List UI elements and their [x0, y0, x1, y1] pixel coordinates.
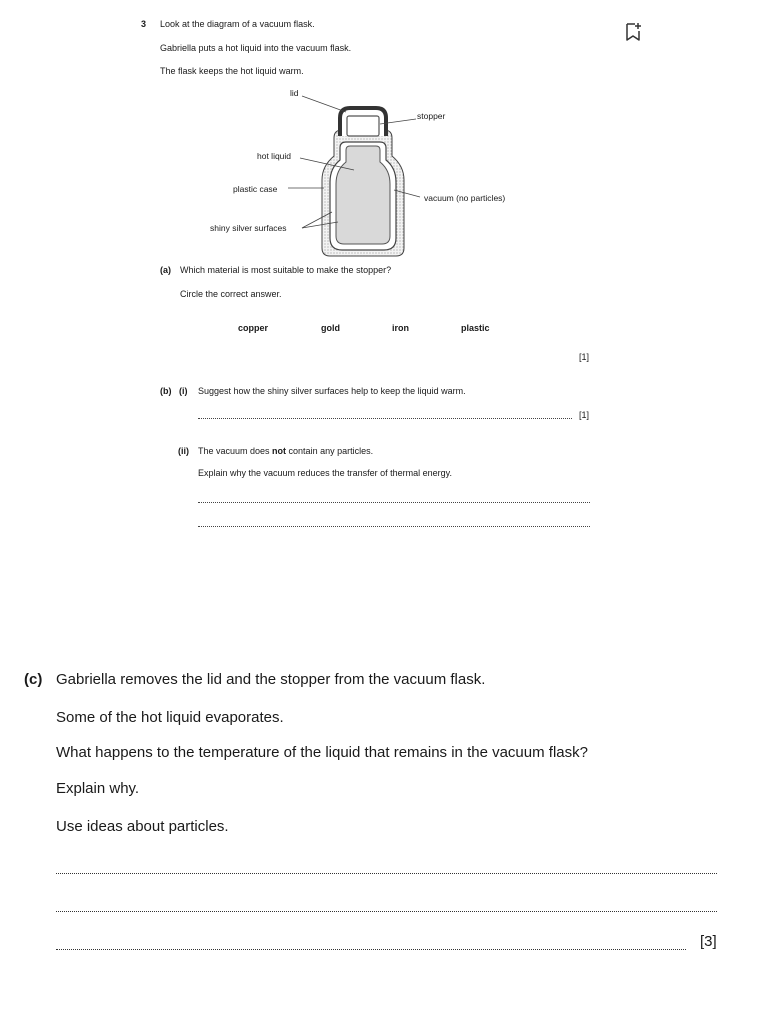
option-gold[interactable]: gold — [321, 323, 340, 333]
label-stopper: stopper — [417, 111, 446, 121]
part-b-ii-prompt: The vacuum does not contain any particles. — [198, 446, 374, 456]
intro-line-1: Look at the diagram of a vacuum flask. — [160, 19, 315, 29]
part-c-line-5: Use ideas about particles. — [56, 818, 229, 835]
part-c-line-2: Some of the hot liquid evaporates. — [56, 709, 284, 726]
part-b-ii-label: (ii) — [178, 446, 189, 456]
part-b-ii-prompt-2: Explain why the vacuum reduces the transfer of thermal energy. — [198, 468, 452, 478]
label-plastic-case: plastic case — [233, 184, 278, 194]
part-b-i-marks: [1] — [579, 410, 590, 420]
label-shiny-surfaces: shiny silver surfaces — [210, 223, 287, 233]
answer-line-c-1[interactable] — [56, 873, 717, 874]
part-a-label: (a) — [160, 265, 171, 275]
option-plastic[interactable]: plastic — [461, 323, 490, 333]
part-c-label: (c) — [24, 671, 43, 688]
intro-line-2: Gabriella puts a hot liquid into the vacuum flask. — [160, 43, 352, 53]
option-iron[interactable]: iron — [392, 323, 409, 333]
label-hot-liquid: hot liquid — [257, 151, 292, 161]
answer-line-b-i[interactable] — [198, 418, 572, 419]
label-lid: lid — [290, 88, 299, 98]
answer-line-c-3[interactable] — [56, 949, 686, 950]
part-c-line-4: Explain why. — [56, 780, 140, 797]
intro-line-3: The flask keeps the hot liquid warm. — [160, 66, 304, 76]
part-a-marks: [1] — [579, 352, 590, 362]
question-number: 3 — [141, 19, 147, 29]
answer-line-c-2[interactable] — [56, 911, 717, 912]
part-b-label: (b) — [160, 386, 172, 396]
part-b-i-prompt: Suggest how the shiny silver surfaces help to keep the liquid warm. — [198, 386, 466, 396]
part-b-i-label: (i) — [179, 386, 188, 396]
part-c-line-1: Gabriella removes the lid and the stopper from the vacuum flask. — [56, 671, 486, 688]
answer-line-b-ii-1[interactable] — [198, 502, 590, 503]
answer-line-b-ii-2[interactable] — [198, 526, 590, 527]
part-c-marks: [3] — [700, 933, 717, 950]
part-c-line-3: What happens to the temperature of the liquid that remains in the vacuum flask? — [56, 744, 588, 761]
label-vacuum: vacuum (no particles) — [424, 193, 506, 203]
part-a-instruction: Circle the correct answer. — [180, 289, 282, 299]
option-copper[interactable]: copper — [238, 323, 269, 333]
part-a-prompt: Which material is most suitable to make the stopper? — [180, 265, 392, 275]
